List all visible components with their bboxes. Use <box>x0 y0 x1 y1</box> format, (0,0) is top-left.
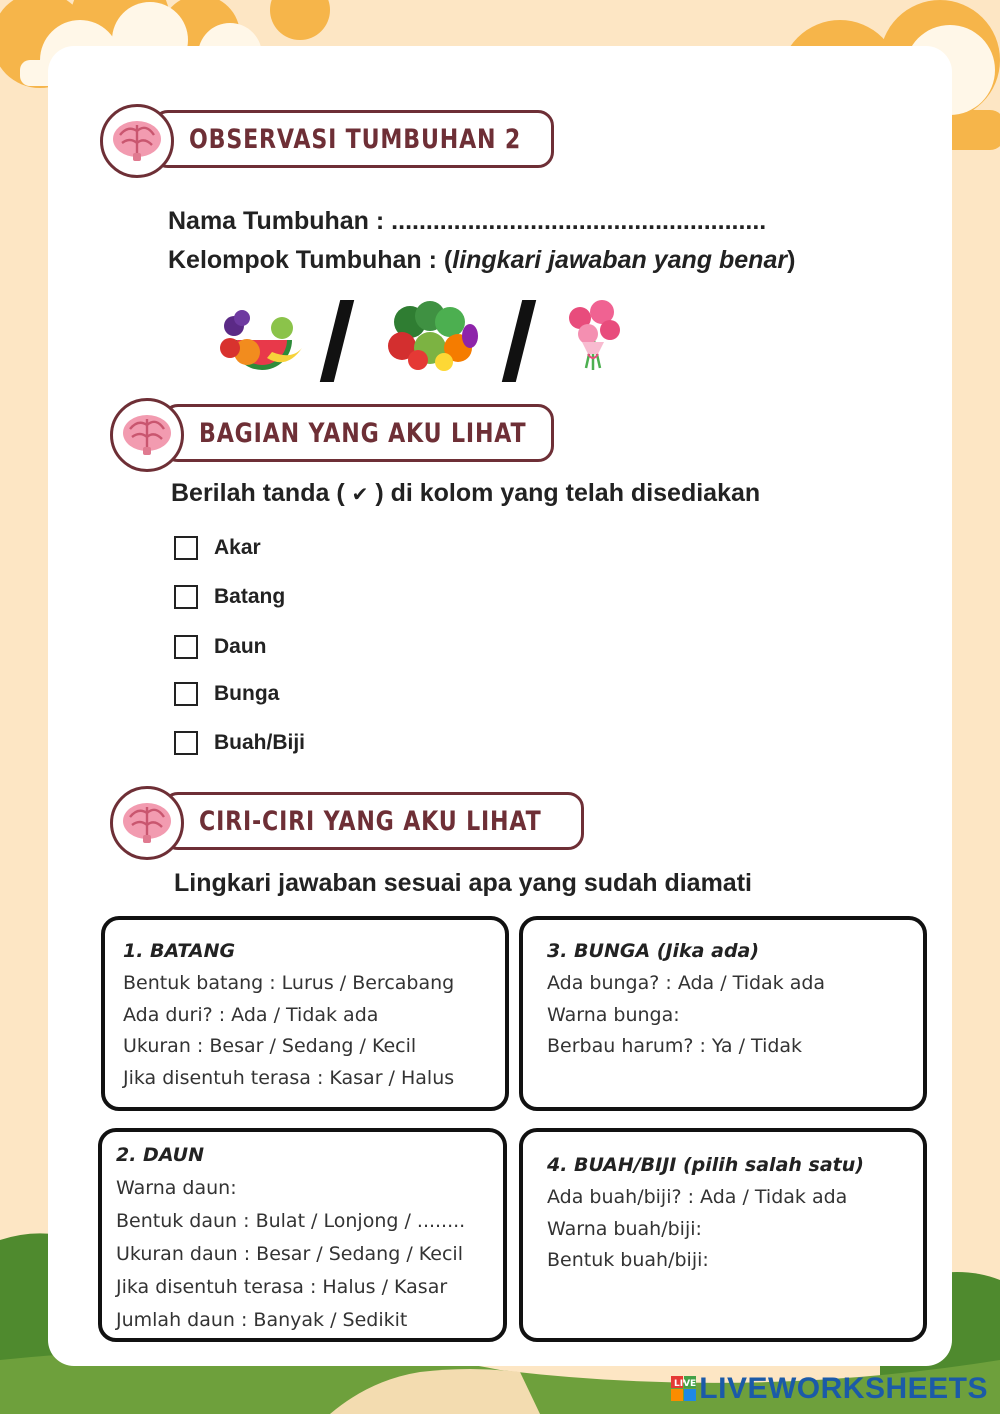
card-row[interactable]: Ada buah/biji? : Ada / Tidak ada <box>547 1186 848 1208</box>
checkbox-label: Bunga <box>214 682 280 705</box>
card-row[interactable]: Warna bunga: <box>547 1003 680 1026</box>
card-title: 3. BUNGA (Jika ada) <box>547 940 760 962</box>
nama-tumbuhan-line <box>168 207 766 236</box>
card-bunga <box>519 916 927 1111</box>
kelompok-label: Kelompok Tumbuhan : ( <box>168 246 453 274</box>
nama-answer-field[interactable]: ...................................................... <box>391 207 767 235</box>
card-row[interactable]: Ada duri? : Ada / Tidak ada <box>123 1003 379 1026</box>
card-row[interactable]: Jika disentuh terasa : Kasar / Halus <box>123 1066 455 1089</box>
section-title: BAGIAN YANG AKU LIHAT <box>199 417 527 449</box>
brain-icon <box>110 398 184 472</box>
checkbox-box[interactable] <box>174 536 198 560</box>
check-mark-icon: ✔ <box>351 482 369 506</box>
brain-icon <box>110 786 184 860</box>
card-row[interactable]: Warna buah/biji: <box>547 1217 702 1240</box>
ciri-instruction: Lingkari jawaban sesuai apa yang sudah diamati <box>174 869 752 897</box>
checkbox-label: Batang <box>214 585 286 608</box>
checkbox-batang[interactable] <box>174 583 285 611</box>
checkbox-buah-biji[interactable] <box>174 729 305 757</box>
card-row[interactable]: Ada bunga? : Ada / Tidak ada <box>547 972 826 994</box>
brain-icon <box>100 104 174 178</box>
section-title: OBSERVASI TUMBUHAN 2 <box>189 123 522 155</box>
bagian-instruction: Berilah tanda ( ✔ ) di kolom yang telah disediakan <box>171 479 761 507</box>
card-row[interactable]: Berbau harum? : Ya / Tidak <box>547 1035 803 1057</box>
section-title-pill <box>162 792 584 850</box>
checkbox-label: Buah/Biji <box>214 731 306 754</box>
card-title: 4. BUAH/BIJI (pilih salah satu) <box>547 1154 864 1176</box>
card-daun <box>98 1128 507 1342</box>
checkbox-box[interactable] <box>174 731 198 755</box>
section-title-pill <box>152 110 554 168</box>
kelompok-close: ) <box>787 246 796 274</box>
liveworksheets-logo[interactable] <box>671 1372 988 1406</box>
card-title: 2. DAUN <box>116 1144 205 1166</box>
vegetable-icon[interactable] <box>380 298 482 372</box>
checkbox-bunga[interactable] <box>174 680 279 708</box>
card-row[interactable]: Jika disentuh terasa : Halus / Kasar <box>116 1276 448 1298</box>
card-buah-biji <box>519 1128 927 1342</box>
kelompok-hint: lingkari jawaban yang benar <box>452 246 788 274</box>
liveworksheets-logo-icon <box>671 1376 697 1402</box>
checkbox-box[interactable] <box>174 635 198 659</box>
checkbox-akar[interactable] <box>174 534 261 562</box>
section-title: CIRI-CIRI YANG AKU LIHAT <box>199 805 542 837</box>
brand-name: LIVEWORKSHEETS <box>699 1372 988 1405</box>
card-row[interactable]: Jumlah daun : Banyak / Sedikit <box>116 1309 408 1331</box>
kelompok-tumbuhan-line <box>168 246 795 275</box>
card-title: 1. BATANG <box>123 940 236 962</box>
checkbox-label: Akar <box>214 536 261 559</box>
card-row[interactable]: Bentuk batang : Lurus / Bercabang <box>123 972 455 994</box>
checkbox-box[interactable] <box>174 682 198 706</box>
checkbox-daun[interactable] <box>174 633 267 661</box>
checkbox-box[interactable] <box>174 585 198 609</box>
flower-icon[interactable] <box>558 296 628 374</box>
nama-label: Nama Tumbuhan : <box>168 207 392 235</box>
card-row[interactable]: Ukuran : Besar / Sedang / Kecil <box>123 1035 417 1057</box>
svg-text:LIVE: LIVE <box>674 1379 697 1389</box>
fruit-icon[interactable] <box>212 300 306 372</box>
section-title-pill <box>162 404 554 462</box>
card-row[interactable]: Bentuk buah/biji: <box>547 1249 709 1271</box>
checkbox-label: Daun <box>214 635 267 658</box>
card-batang <box>101 916 509 1111</box>
card-row[interactable]: Bentuk daun : Bulat / Lonjong / ........ <box>116 1210 466 1232</box>
card-row[interactable]: Ukuran daun : Besar / Sedang / Kecil <box>116 1243 463 1265</box>
card-row[interactable]: Warna daun: <box>116 1177 237 1199</box>
